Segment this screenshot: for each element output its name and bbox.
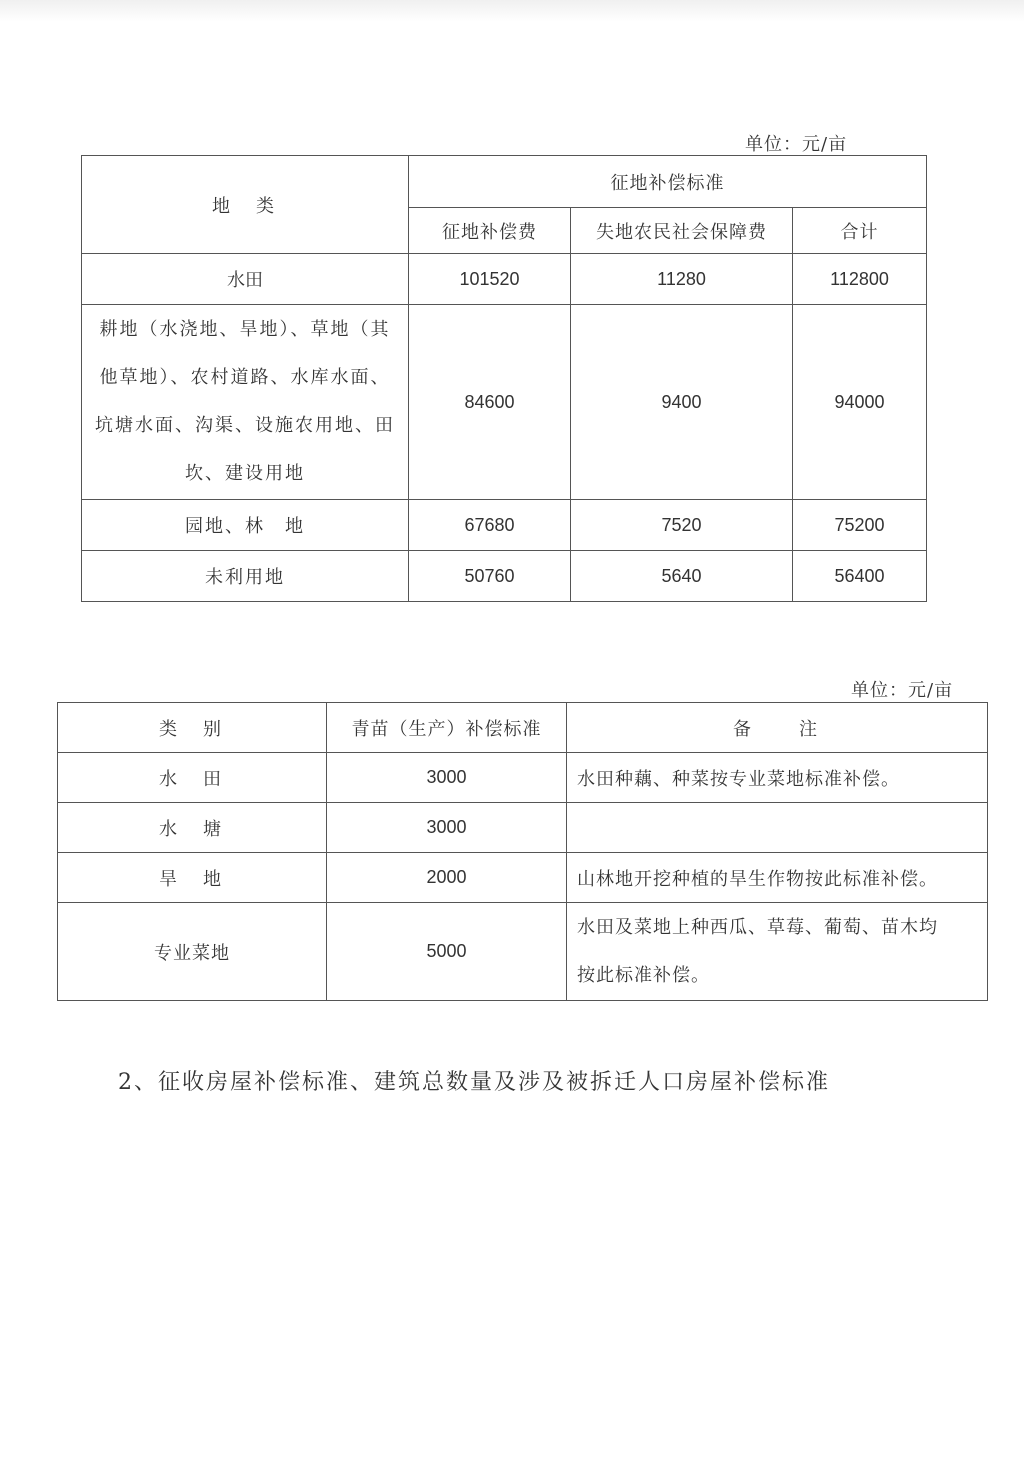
remark-cell: 水田种藕、种菜按专业菜地标准补偿。: [567, 753, 988, 803]
land-type-cell: 未利用地: [82, 551, 409, 602]
category-cell: 水 塘: [58, 803, 327, 853]
crop-compensation-table: [57, 702, 988, 1001]
social-security-cell: 9400: [571, 305, 793, 500]
land-type-line: 耕地（水浇地、旱地）、草地（其: [99, 319, 391, 340]
land-type-line: 他草地）、农村道路、水库水面、: [99, 367, 391, 388]
compensation-fee-cell: 50760: [409, 551, 571, 602]
table-row: [58, 803, 988, 853]
category-cell: 旱 地: [58, 853, 327, 903]
compensation-fee-cell: 67680: [409, 500, 571, 551]
table-row: [82, 254, 927, 305]
standard-cell: 2000: [327, 853, 567, 903]
land-compensation-table: [81, 155, 927, 602]
standard-cell: 3000: [327, 753, 567, 803]
header-total: 合计: [793, 208, 927, 254]
table-row: [82, 551, 927, 602]
total-cell: 75200: [793, 500, 927, 551]
header-compensation-fee: 征地补偿费: [409, 208, 571, 254]
land-type-cell: [82, 305, 409, 500]
remark-cell: [567, 903, 988, 1001]
table2-unit-label: 单位：元/亩: [851, 680, 954, 701]
land-type-cell: 园地、林 地: [82, 500, 409, 551]
header-social-security: 失地农民社会保障费: [571, 208, 793, 254]
land-type-line: 坑塘水面、沟渠、设施农用地、田: [95, 415, 395, 436]
remark-line: 按此标准补偿。: [577, 964, 710, 986]
remark-cell: [567, 803, 988, 853]
land-type-line: 坎、建设用地: [185, 463, 305, 484]
social-security-cell: 7520: [571, 500, 793, 551]
compensation-fee-cell: 84600: [409, 305, 571, 500]
header-crop-standard: 青苗（生产）补偿标准: [327, 703, 567, 753]
land-type-cell: 水田: [82, 254, 409, 305]
total-cell: 112800: [793, 254, 927, 305]
category-cell: 专业菜地: [58, 903, 327, 1001]
standard-cell: 3000: [327, 803, 567, 853]
remark-line: 水田及菜地上种西瓜、草莓、葡萄、苗木均: [577, 916, 938, 938]
section-heading: 2、征收房屋补偿标准、建筑总数量及涉及被拆迁人口房屋补偿标准: [118, 1070, 830, 1095]
total-cell: 94000: [793, 305, 927, 500]
social-security-cell: 5640: [571, 551, 793, 602]
total-cell: 56400: [793, 551, 927, 602]
header-land-type: 地 类: [82, 156, 409, 254]
table-row: [82, 500, 927, 551]
social-security-cell: 11280: [571, 254, 793, 305]
category-cell: 水 田: [58, 753, 327, 803]
header-remarks: 备 注: [567, 703, 988, 753]
remark-cell: 山林地开挖种植的旱生作物按此标准补偿。: [567, 853, 988, 903]
scan-edge-shading: [0, 0, 1024, 22]
table-row: [82, 305, 927, 500]
compensation-fee-cell: 101520: [409, 254, 571, 305]
table1-unit-label: 单位：元/亩: [745, 134, 848, 155]
header-category: 类 别: [58, 703, 327, 753]
table-row: [58, 903, 988, 1001]
header-compensation-standard: 征地补偿标准: [409, 156, 927, 208]
table-row: [58, 853, 988, 903]
table-row: [58, 753, 988, 803]
standard-cell: 5000: [327, 903, 567, 1001]
